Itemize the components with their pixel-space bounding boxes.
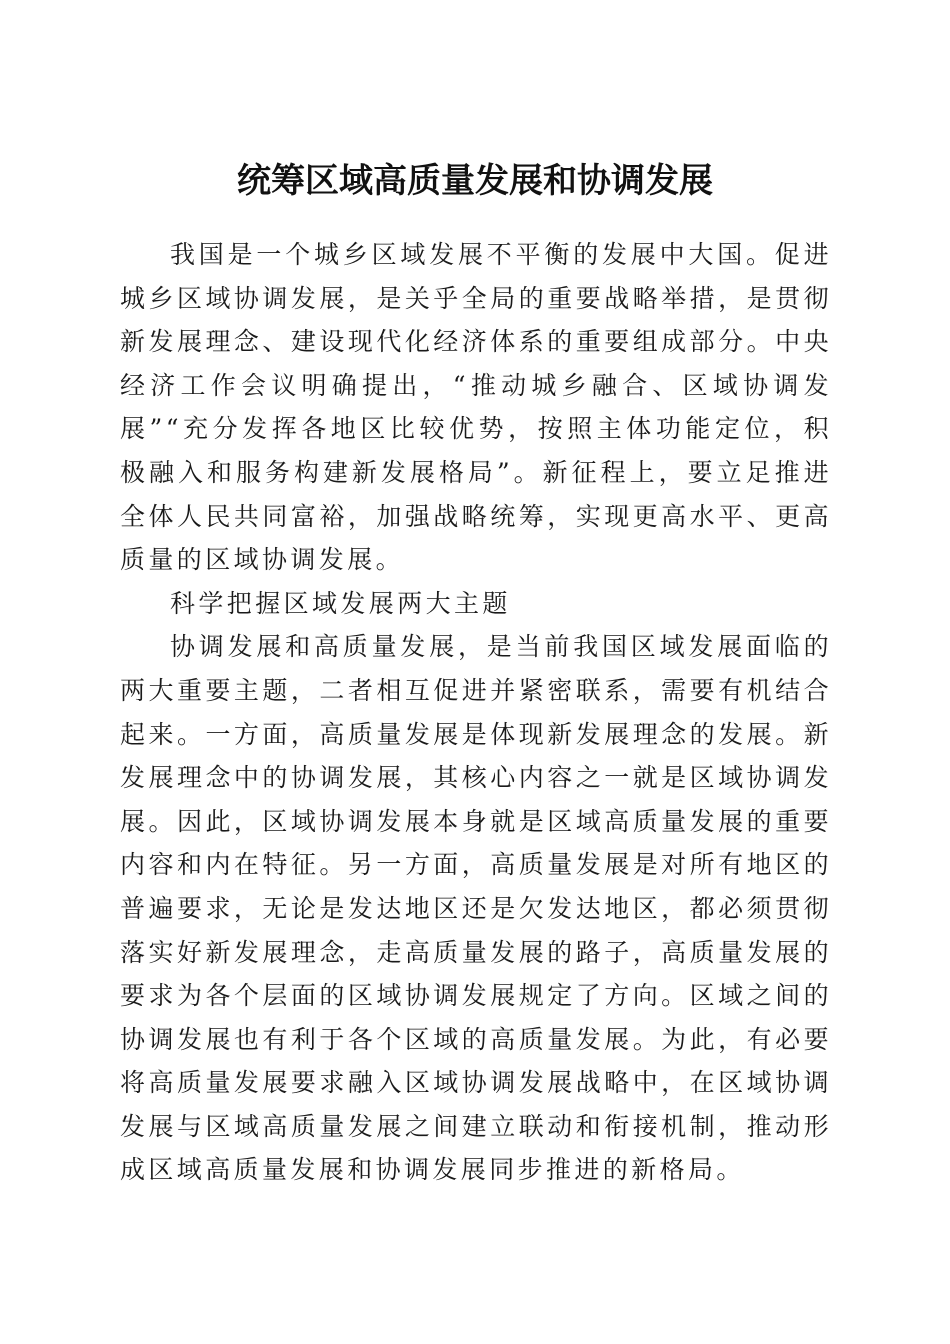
section-heading: 科学把握区域发展两大主题 <box>170 588 511 618</box>
body-paragraph: 协调发展和高质量发展，是当前我国区域发展面临的两大重要主题，二者相互促进并紧密联系，需要有机结合起来。一方面，高质量发展是体现新发展理念的发展。新发展理念中的协调发展，其核心内容之一就是区域协调发展。因此，区域协调发展本身就是区域高质量发展的重要内容和内在特征。另一方面，高质量发展是对所有地区的普遍要求，无论是发达地区还是欠发达地区，都必须贯彻落实好新发展理念，走高质量发展的路子，高质量发展的要求为各个层面的区域协调发展规定了方向。区域之间的协调发展也有利于各个区域的高质量发展。为此，有必要将高质量发展要求融入区域协调发展战略中，在区域协调发展与区域高质量发展之间建立联动和衔接机制，推动形成区域高质量发展和协调发展同步推进的新格局。 <box>120 632 832 1185</box>
document-title: 统筹区域高质量发展和协调发展 <box>237 160 713 201</box>
document-body <box>120 233 832 1192</box>
intro-paragraph: 我国是一个城乡区域发展不平衡的发展中大国。促进城乡区域协调发展，是关乎全局的重要战略举措，是贯彻新发展理念、建设现代化经济体系的重要组成部分。中央经济工作会议明确提出，“推动城乡融合、区域协调发展”“充分发挥各地区比较优势，按照主体功能定位，积极融入和服务构建新发展格局”。新征程上，要立足推进全体人民共同富裕，加强战略统筹，实现更高水平、更高质量的区域协调发展。 <box>120 240 832 575</box>
